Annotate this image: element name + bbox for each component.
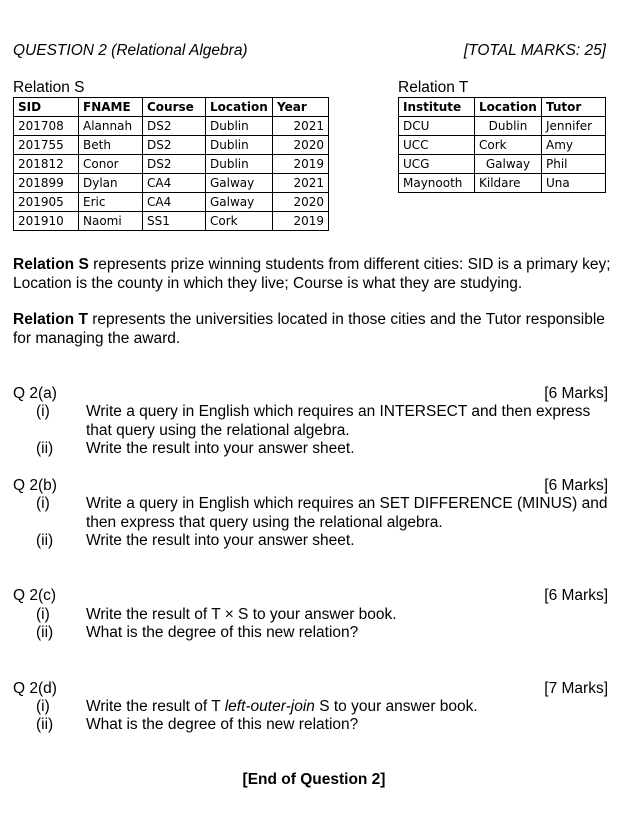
table-row xyxy=(14,212,329,231)
column-header: Institute xyxy=(399,98,475,117)
table-cell: 201708 xyxy=(14,117,79,136)
table-cell: Dylan xyxy=(79,174,143,193)
table-cell: UCG xyxy=(399,155,475,174)
relation-s-term: Relation S xyxy=(13,256,89,273)
table-row xyxy=(14,174,329,193)
question-title: QUESTION 2 (Relational Algebra) xyxy=(13,42,248,59)
column-header: SID xyxy=(14,98,79,117)
table-cell: 2019 xyxy=(273,212,329,231)
relation-s-header-row xyxy=(14,98,329,117)
table-cell: Maynooth xyxy=(399,174,475,193)
question-d-marks: [7 Marks] xyxy=(544,680,608,697)
table-row xyxy=(14,117,329,136)
table-cell: 2021 xyxy=(273,117,329,136)
table-cell: 201812 xyxy=(14,155,79,174)
relation-t-table xyxy=(398,97,606,193)
question-d-i-post: S to your answer book. xyxy=(314,698,478,715)
table-row xyxy=(14,155,329,174)
question-c-label: Q 2(c) xyxy=(13,587,57,604)
table-row xyxy=(399,155,606,174)
column-header: Year xyxy=(273,98,329,117)
table-cell: Dublin xyxy=(206,117,273,136)
table-cell: 201755 xyxy=(14,136,79,155)
table-cell: UCC xyxy=(399,136,475,155)
column-header: Course xyxy=(143,98,206,117)
table-cell: Phil xyxy=(542,155,606,174)
question-c-marks: [6 Marks] xyxy=(544,587,608,604)
question-c-ii-text: What is the degree of this new relation? xyxy=(86,624,359,641)
table-cell: CA4 xyxy=(143,174,206,193)
table-cell: DCU xyxy=(399,117,475,136)
relation-t-description xyxy=(13,310,613,348)
table-cell: Galway xyxy=(475,155,542,174)
relation-s-text: represents prize winning students from different cities: SID is a primary key; Location is the county in which they live; Course is what they are studying. xyxy=(13,256,611,292)
relation-s-description xyxy=(13,255,613,293)
question-b-i-text: Write a query in English which requires an SET DIFFERENCE (MINUS) and then express that query using the relational algebra. xyxy=(86,495,608,531)
table-row xyxy=(14,193,329,212)
table-cell: Cork xyxy=(475,136,542,155)
relation-s-label: Relation S xyxy=(13,79,85,96)
relation-t-header-row xyxy=(399,98,606,117)
question-b-ii-number: (ii) xyxy=(36,532,54,549)
column-header: FNAME xyxy=(79,98,143,117)
total-marks: [TOTAL MARKS: 25] xyxy=(463,42,606,59)
table-row xyxy=(399,136,606,155)
question-d-i-pre: Write the result of T xyxy=(86,698,225,715)
table-cell: 201910 xyxy=(14,212,79,231)
table-cell: 2019 xyxy=(273,155,329,174)
question-d-label: Q 2(d) xyxy=(13,680,57,697)
end-of-question: [End of Question 2] xyxy=(242,771,386,788)
table-cell: SS1 xyxy=(143,212,206,231)
question-a-label: Q 2(a) xyxy=(13,385,57,402)
question-d-ii-text: What is the degree of this new relation? xyxy=(86,716,359,733)
relation-s-table xyxy=(13,97,329,231)
table-cell: Alannah xyxy=(79,117,143,136)
column-header: Location xyxy=(206,98,273,117)
table-cell: Amy xyxy=(542,136,606,155)
table-cell: Dublin xyxy=(206,136,273,155)
question-d-i-join-term: left-outer-join xyxy=(224,698,315,715)
relation-t-label: Relation T xyxy=(398,79,469,96)
question-b-label: Q 2(b) xyxy=(13,477,57,494)
table-cell: CA4 xyxy=(143,193,206,212)
table-cell: DS2 xyxy=(143,155,206,174)
question-c-i-number: (i) xyxy=(36,606,50,623)
table-row xyxy=(399,174,606,193)
table-row xyxy=(14,136,329,155)
table-cell: Galway xyxy=(206,193,273,212)
table-cell: Eric xyxy=(79,193,143,212)
relation-t-term: Relation T xyxy=(13,311,88,328)
column-header: Tutor xyxy=(542,98,606,117)
relation-t-text: represents the universities located in those cities and the Tutor responsible for managing the award. xyxy=(13,311,605,347)
table-cell: Cork xyxy=(206,212,273,231)
question-d-i-number: (i) xyxy=(36,698,50,715)
question-a-i-text: Write a query in English which requires an INTERSECT and then express that query using the relational algebra. xyxy=(86,403,591,439)
table-cell: 2021 xyxy=(273,174,329,193)
question-a-ii-text: Write the result into your answer sheet. xyxy=(86,440,355,457)
table-cell: Conor xyxy=(79,155,143,174)
table-cell: Kildare xyxy=(475,174,542,193)
table-cell: DS2 xyxy=(143,136,206,155)
question-a-i-number: (i) xyxy=(36,403,50,420)
table-cell: Dublin xyxy=(475,117,542,136)
question-b-marks: [6 Marks] xyxy=(544,477,608,494)
question-b-i-number: (i) xyxy=(36,495,50,512)
question-b-ii-text: Write the result into your answer sheet. xyxy=(86,532,355,549)
table-cell: 201899 xyxy=(14,174,79,193)
table-cell: Dublin xyxy=(206,155,273,174)
question-d-ii-number: (ii) xyxy=(36,716,54,733)
table-row xyxy=(399,117,606,136)
table-cell: Naomi xyxy=(79,212,143,231)
table-cell: Galway xyxy=(206,174,273,193)
question-c-ii-number: (ii) xyxy=(36,624,54,641)
table-cell: Jennifer xyxy=(542,117,606,136)
table-cell: 2020 xyxy=(273,136,329,155)
table-cell: DS2 xyxy=(143,117,206,136)
table-cell: Una xyxy=(542,174,606,193)
question-c-i-text: Write the result of T × S to your answer book. xyxy=(86,606,397,623)
table-cell: 201905 xyxy=(14,193,79,212)
table-cell: Beth xyxy=(79,136,143,155)
question-d-i-text xyxy=(86,697,616,716)
question-a-ii-number: (ii) xyxy=(36,440,54,457)
column-header: Location xyxy=(475,98,542,117)
table-cell: 2020 xyxy=(273,193,329,212)
question-a-marks: [6 Marks] xyxy=(544,385,608,402)
